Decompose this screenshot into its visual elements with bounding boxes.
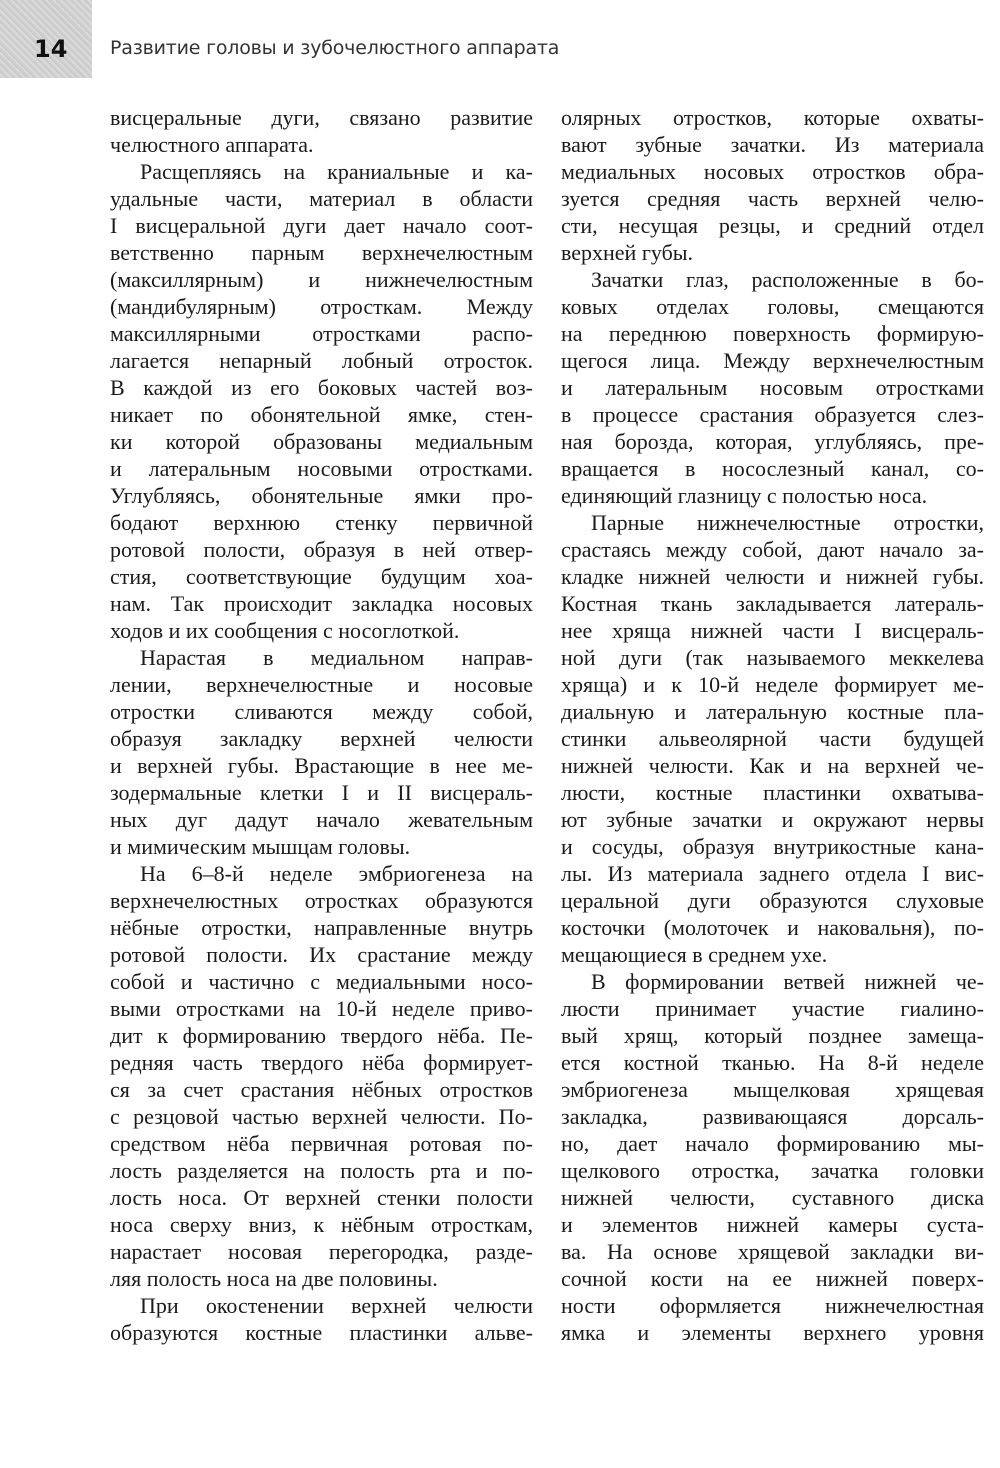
text-line: в процессе срастания образуется слез- <box>561 402 984 427</box>
paragraph <box>110 104 533 158</box>
text-line: нарастает носовая перегородка, разде- <box>110 1239 533 1264</box>
text-line: лость носа. От верхней стенки полости <box>110 1185 533 1210</box>
text-line: нижней челюсти, суставного диска <box>561 1185 984 1210</box>
text-line: единяющий глазницу с полостью носа. <box>561 483 928 508</box>
text-line: косточки (молоточек и наковальня), по- <box>561 915 984 940</box>
paragraph <box>110 860 533 1292</box>
text-line: эмбриогенеза мыщелковая хрящевая <box>561 1077 984 1102</box>
text-line: с резцовой частью верхней челюсти. По- <box>110 1104 533 1129</box>
text-line: ют зубные зачатки и окружают нервы <box>561 807 984 832</box>
text-line: ется костной тканью. На 8-й неделе <box>561 1050 984 1075</box>
text-line: средством нёба первичная ротовая по- <box>110 1131 533 1156</box>
text-column-right <box>561 104 984 1346</box>
paragraph <box>561 104 984 266</box>
text-line: диальную и латеральную костные пла- <box>561 699 984 724</box>
text-line: носа сверху вниз, к нёбным отросткам, <box>110 1212 533 1237</box>
text-line: но, дает начало формированию мы- <box>561 1131 984 1156</box>
text-line: на переднюю поверхность формирую- <box>561 321 984 346</box>
text-line: щегося лица. Между верхнечелюстным <box>561 348 984 373</box>
text-line: зуется средняя часть верхней челю- <box>561 186 984 211</box>
text-line: Расщепляясь на краниальные и ка- <box>140 159 533 184</box>
text-line: отростки сливаются между собой, <box>110 699 533 724</box>
text-line: верхнечелюстных отростках образуются <box>110 888 533 913</box>
paragraph <box>561 266 984 509</box>
text-line: никает по обонятельной ямке, стен- <box>110 402 533 427</box>
text-line: и сосуды, образуя внутрикостные кана- <box>561 834 984 859</box>
text-line: лении, верхнечелюстные и носовые <box>110 672 533 697</box>
paragraph <box>110 158 533 644</box>
paragraph <box>561 509 984 968</box>
text-line: ности оформляется нижнечелюстная <box>561 1293 984 1318</box>
text-line: верхней губы. <box>561 240 694 265</box>
text-line: I висцеральной дуги дает начало соот- <box>110 213 533 238</box>
text-line: зодермальные клетки I и II висцераль- <box>110 780 533 805</box>
text-line: нижней челюсти. Как и на верхней че- <box>561 753 984 778</box>
text-line: собой и частично с медиальными носо- <box>110 969 533 994</box>
text-line: щелкового отростка, зачатка головки <box>561 1158 984 1183</box>
text-line: ная борозда, которая, углубляясь, пре- <box>561 429 984 454</box>
text-line: люсти принимает участие гиалино- <box>561 996 984 1021</box>
text-line: Костная ткань закладывается латераль- <box>561 591 984 616</box>
text-line: ротовой полости, образуя в ней отвер- <box>110 537 533 562</box>
paragraph <box>110 1292 533 1346</box>
text-line: олярных отростков, которые охваты- <box>561 105 984 130</box>
text-line: В формировании ветвей нижней че- <box>591 969 984 994</box>
text-column-left <box>110 104 533 1346</box>
text-line: стия, соответствующие будущим хоа- <box>110 564 533 589</box>
running-title: Развитие головы и зубочелюстного аппарата <box>110 37 560 59</box>
text-line: Зачатки глаз, расположенные в бо- <box>591 267 984 292</box>
text-line: При окостенении верхней челюсти <box>140 1293 533 1318</box>
text-line: и верхней губы. Врастающие в нее ме- <box>110 753 533 778</box>
text-line: срастаясь между собой, дают начало за- <box>561 537 984 562</box>
text-line: лагается непарный лобный отросток. <box>110 348 533 373</box>
page-number: 14 <box>34 35 68 63</box>
text-line: выми отростками на 10-й неделе приво- <box>110 996 533 1021</box>
text-line: ветственно парным верхнечелюстным <box>110 240 533 265</box>
text-line: кладке нижней челюсти и нижней губы. <box>561 564 984 589</box>
text-line: удальные части, материал в области <box>110 186 533 211</box>
text-line: церальной дуги образуются слуховые <box>561 888 984 913</box>
text-line: и элементов нижней камеры суста- <box>561 1212 984 1237</box>
text-line: ся за счет срастания нёбных отростков <box>110 1077 533 1102</box>
text-line: медиальных носовых отростков обра- <box>561 159 984 184</box>
text-line: максиллярными отростками распо- <box>110 321 533 346</box>
text-line: лость разделяется на полость рта и по- <box>110 1158 533 1183</box>
text-line: дит к формированию твердого нёба. Пе- <box>110 1023 533 1048</box>
text-line: ки которой образованы медиальным <box>110 429 533 454</box>
text-line: Углубляясь, обонятельные ямки про- <box>110 483 533 508</box>
text-line: и латеральным носовым отростками <box>561 375 984 400</box>
text-line: Парные нижнечелюстные отростки, <box>591 510 984 535</box>
paragraph <box>110 644 533 860</box>
text-line: нам. Так происходит закладка носовых <box>110 591 533 616</box>
text-line: В каждой из его боковых частей воз- <box>110 375 533 400</box>
text-line: мещающиеся в среднем ухе. <box>561 942 828 967</box>
text-line: ротовой полости. Их срастание между <box>110 942 533 967</box>
text-line: висцеральные дуги, связано развитие <box>110 105 533 130</box>
text-line: ной дуги (так называемого меккелева <box>561 645 984 670</box>
text-line: (мандибулярным) отросткам. Между <box>110 294 533 319</box>
text-line: ляя полость носа на две половины. <box>110 1266 438 1291</box>
text-line: образуя закладку верхней челюсти <box>110 726 533 751</box>
text-line: ковых отделах головы, смещаются <box>561 294 984 319</box>
text-line: люсти, костные пластинки охватыва- <box>561 780 984 805</box>
text-line: образуются костные пластинки альве- <box>110 1320 533 1345</box>
text-line: редняя часть твердого нёба формирует- <box>110 1050 533 1075</box>
text-line: ходов и их сообщения с носоглоткой. <box>110 618 460 643</box>
text-line: (максиллярным) и нижнечелюстным <box>110 267 533 292</box>
text-line: ямка и элементы верхнего уровня <box>561 1320 984 1345</box>
text-line: вый хрящ, который позднее замеща- <box>561 1023 984 1048</box>
text-line: закладка, развивающаяся дорсаль- <box>561 1104 984 1129</box>
text-line: Нарастая в медиальном направ- <box>140 645 533 670</box>
text-line: бодают верхнюю стенку первичной <box>110 510 533 535</box>
paragraph <box>561 968 984 1346</box>
text-line: ва. На основе хрящевой закладки ви- <box>561 1239 984 1264</box>
text-line: и мимическим мышцам головы. <box>110 834 411 859</box>
text-line: сочной кости на ее нижней поверх- <box>561 1266 984 1291</box>
text-line: вращается в носослезный канал, со- <box>561 456 984 481</box>
text-line: челюстного аппарата. <box>110 132 314 157</box>
text-line: ных дуг дадут начало жевательным <box>110 807 533 832</box>
text-line: вают зубные зачатки. Из материала <box>561 132 984 157</box>
text-line: сти, несущая резцы, и средний отдел <box>561 213 984 238</box>
text-line: хряща) и к 10-й неделе формирует ме- <box>561 672 984 697</box>
text-line: нёбные отростки, направленные внутрь <box>110 915 533 940</box>
text-line: На 6–8-й неделе эмбриогенеза на <box>140 861 533 886</box>
text-line: стинки альвеолярной части будущей <box>561 726 984 751</box>
text-line: лы. Из материала заднего отдела I вис- <box>561 861 984 886</box>
text-line: нее хряща нижней части I висцераль- <box>561 618 984 643</box>
text-line: и латеральным носовыми отростками. <box>110 456 533 481</box>
